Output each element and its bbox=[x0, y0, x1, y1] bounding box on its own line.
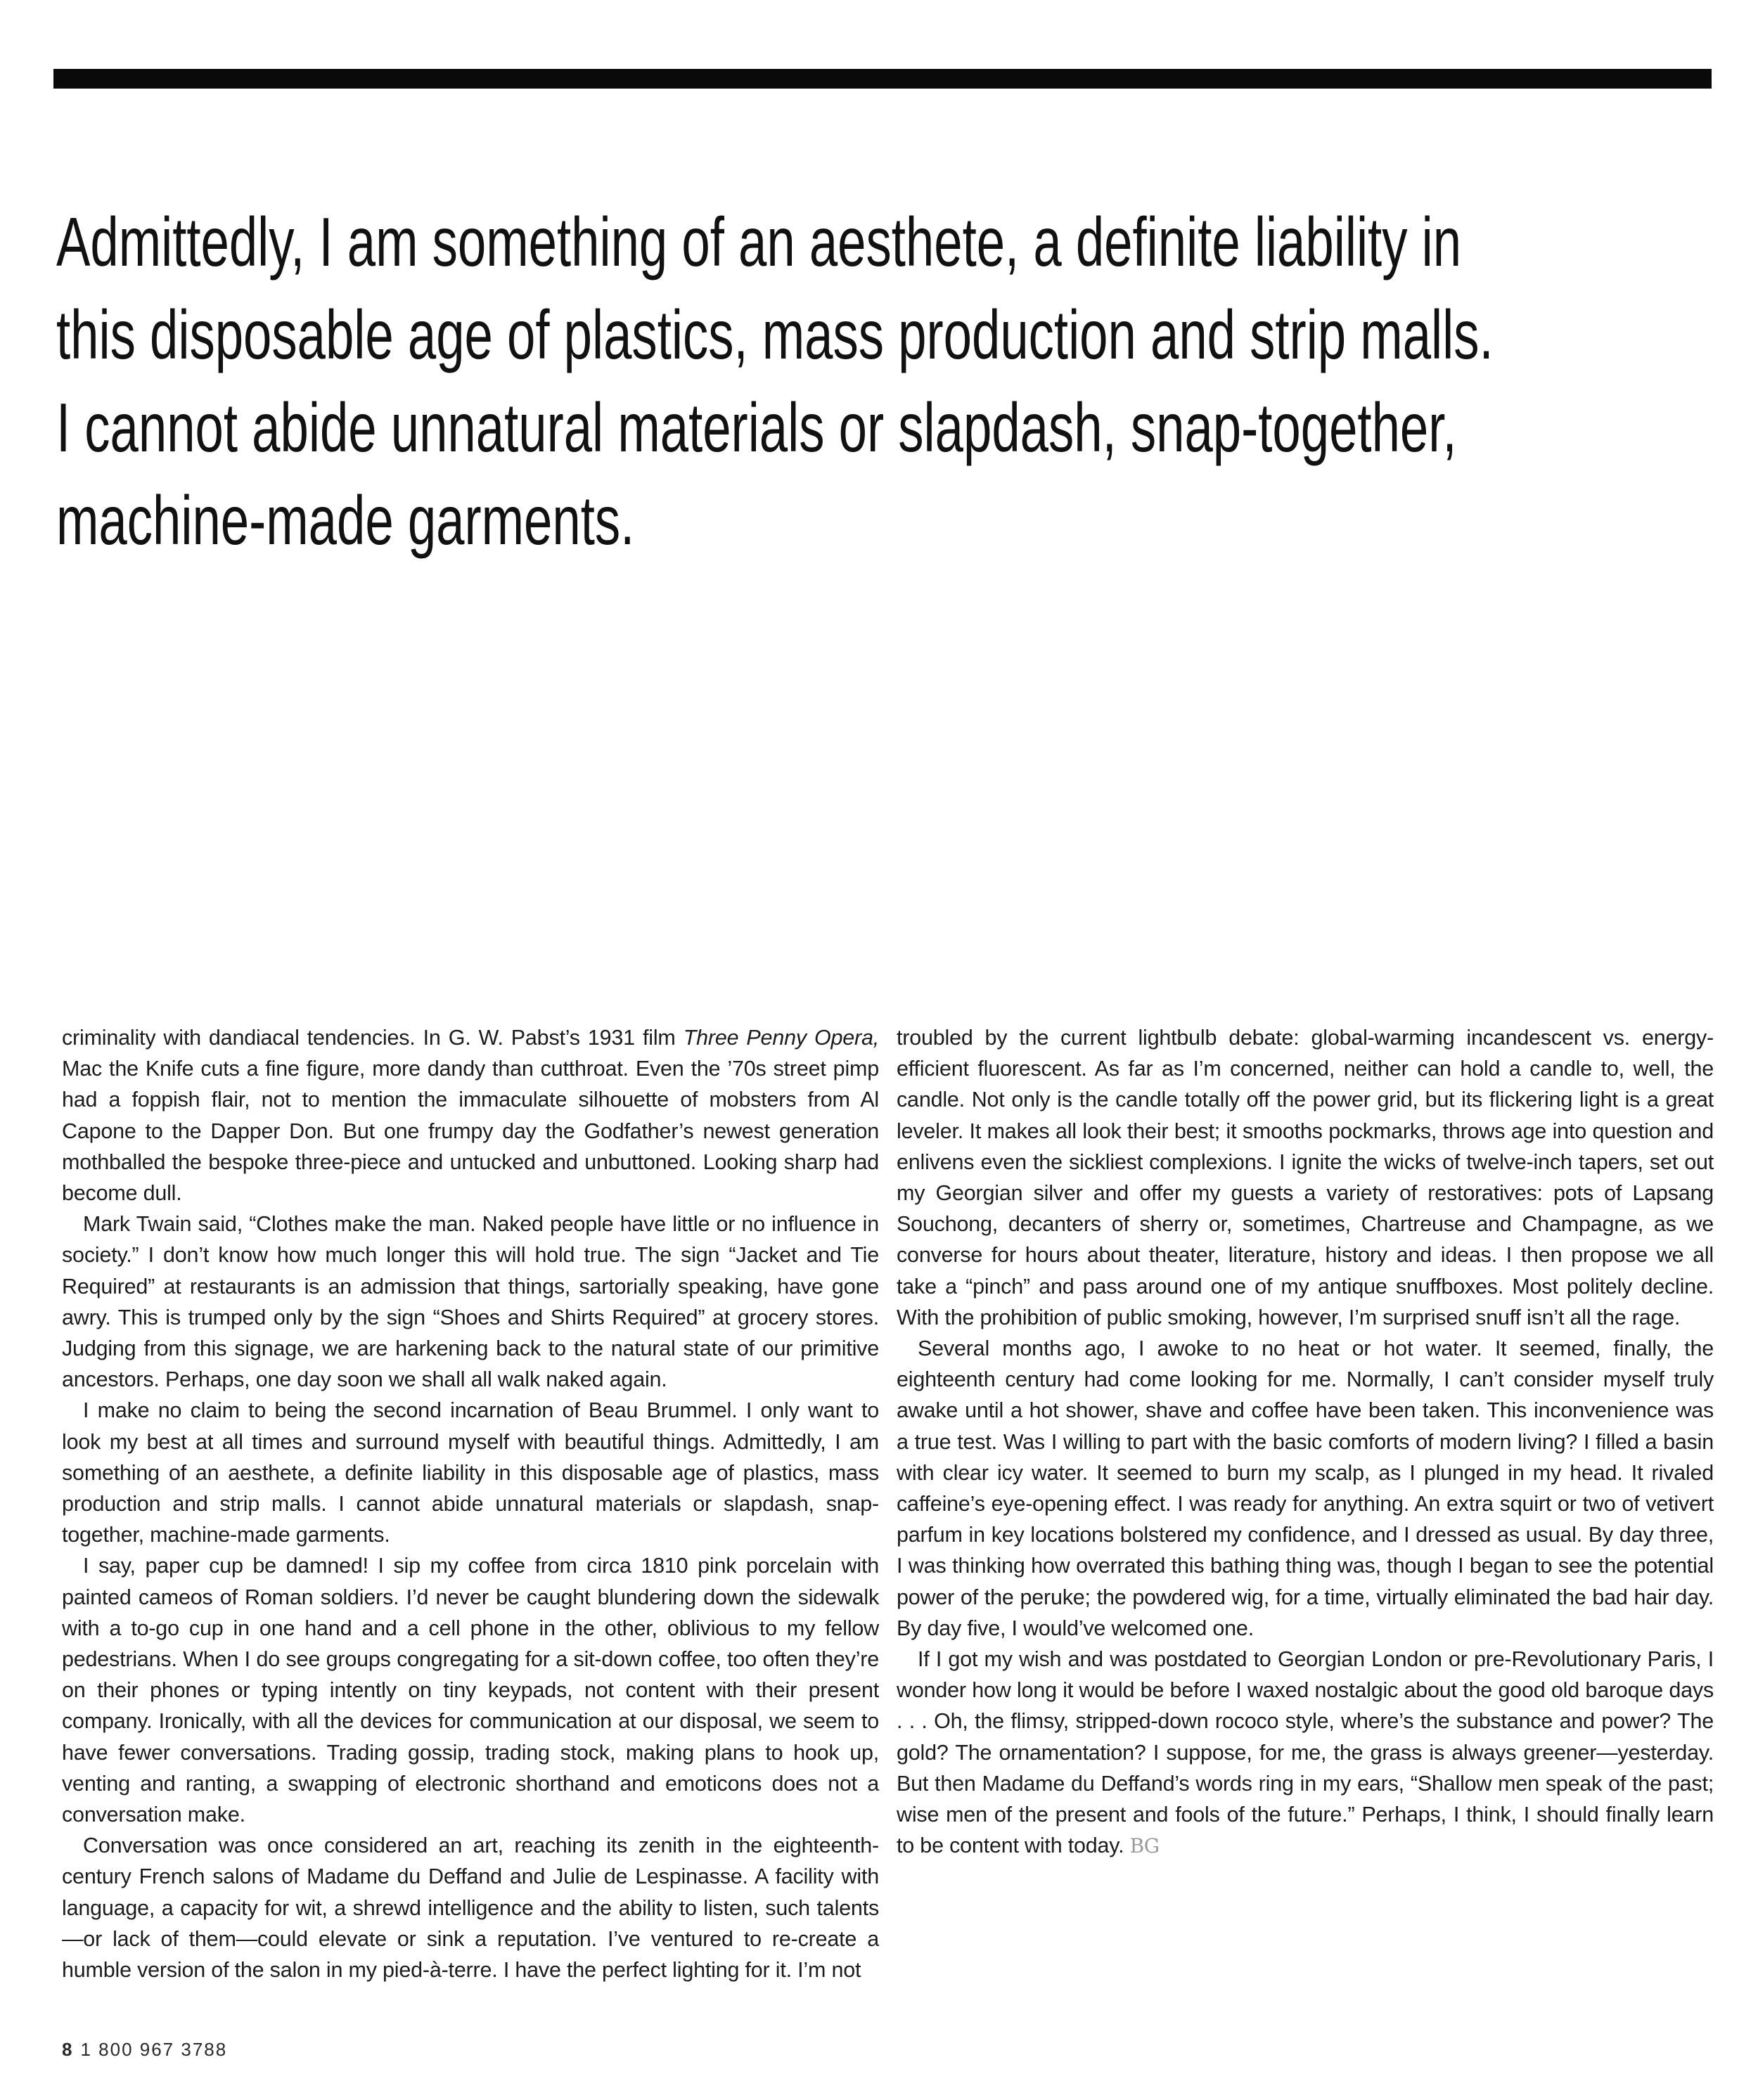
body-paragraph: Mark Twain said, “Clothes make the man. Naked people have little or no influence in society.” I don’t know how much longer this will hold true. The sign “Jacket and Tie Required” at restaurants is an admission that things, sartorially speaking, have gone awry. This is trumped only by the sign “Shoes and Shirts Required” at grocery stores. Judging from this signage, we are harkening back to the natural state of our primitive ancestors. Perhaps, one day soon we shall all walk naked again. bbox=[62, 1212, 879, 1392]
body-paragraph: Conversation was once considered an art, reaching its zenith in the eighteenth-century French salons of Madame du Deffand and Julie de Lespinasse. A facility with language, a capacity for wit, a shrewd intelligence and the ability to listen, such talents—or lack of them—could elevate or sink a reputation. I’ve ventured to re-create a humble version of the salon in my pied-à-terre. I have the perfect lighting for it. I’m not bbox=[62, 1834, 879, 1983]
phone-number: 1 800 967 3788 bbox=[80, 2039, 228, 2060]
body-paragraph: Several months ago, I awoke to no heat or hot water. It seemed, finally, the eighteenth century had come looking for me. Normally, I can’t consider myself truly awake until a hot shower, shave and coffee have been taken. This inconvenience was a true test. Was I willing to part with the basic comforts of modern living? I filled a basin with clear icy water. It seemed to burn my scalp, as I plunged in my head. It rivaled caffeine’s eye-opening effect. I was ready for anything. An extra squirt or two of vetivert parfum in key locations bolstered my confidence, and I dressed as usual. By day three, I was thinking how overrated this bathing thing was, though I began to see the potential power of the peruke; the powdered wig, for a time, virtually eliminated the bad hair day. By day five, I would’ve welcomed one. bbox=[897, 1336, 1714, 1640]
page-number: 8 bbox=[62, 2039, 74, 2060]
top-rule bbox=[53, 69, 1712, 89]
body-paragraph: I say, paper cup be damned! I sip my coffee from circa 1810 pink porcelain with painted cameos of Roman soldiers. I’d never be caught blundering down the sidewalk with a to-go cup in one hand and a cell phone in the other, oblivious to my fellow pedestrians. When I do see groups congregating for a sit-down coffee, too often they’re on their phones or typing intently on tiny keypads, not content with their present company. Ironically, with all the devices for communication at our disposal, we seem to have fewer conversations. Trading gossip, trading stock, making plans to hook up, venting and ranting, a swapping of electronic shorthand and emoticons does not a conversation make. bbox=[62, 1554, 879, 1827]
right-text-column bbox=[897, 1022, 1714, 1862]
text-run: Mac the Knife cuts a fine figure, more dandy than cutthroat. Even the ’70s street pimp had a foppish flair, not to mention the immaculate silhouette of mobsters from Al Capone to the Dapper Don. But one frumpy day the Godfather’s newest generation mothballed the bespoke three-piece and untucked and unbuttoned. Looking sharp had become dull. bbox=[62, 1057, 879, 1206]
pull-quote-line: machine-made garments. bbox=[56, 482, 635, 559]
film-title: Three Penny Opera, bbox=[683, 1026, 879, 1050]
text-run: If I got my wish and was postdated to Georgian London or pre-Revolutionary Paris, I wonder how long it would be before I waxed nostalgic about the good old baroque days . . . Oh, the flimsy, stripped-down rococo style, where’s the substance and power? The gold? The ornamentation? I suppose, for me, the grass is always greener—yesterday. But then Madame du Deffand’s words ring in my ears, “Shallow men speak of the past; wise men of the present and fools of the future.” Perhaps, I think, I should finally learn to be content with today. bbox=[897, 1647, 1714, 1858]
left-text-column bbox=[62, 1022, 879, 1985]
body-paragraph bbox=[897, 1644, 1714, 1862]
end-mark: BG bbox=[1129, 1834, 1160, 1858]
pull-quote-line: Admittedly, I am something of an aesthete, a definite liability in bbox=[56, 203, 1462, 281]
pull-quote bbox=[56, 195, 1674, 567]
body-paragraph: troubled by the current lightbulb debate: global-warming incandescent vs. energy-efficient fluorescent. As far as I’m concerned, neither can hold a candle to, well, the candle. Not only is the candle totally off the power grid, but its flickering light is a great leveler. It makes all look their best; it smooths pockmarks, throws age into question and enlivens even the sickliest complexions. I ignite the wicks of twelve-inch tapers, set out my Georgian silver and offer my guests a variety of restoratives: pots of Lapsang Souchong, decanters of sherry or, sometimes, Chartreuse and Champagne, as we converse for hours about theater, literature, history and ideas. I then propose we all take a “pinch” and pass around one of my antique snuffboxes. Most politely decline. With the prohibition of public smoking, however, I’m surprised snuff isn’t all the rage. bbox=[897, 1026, 1714, 1329]
body-paragraph bbox=[62, 1022, 879, 1209]
text-run: criminality with dandiacal tendencies. In G. W. Pabst’s 1931 film bbox=[62, 1026, 684, 1050]
body-paragraph: I make no claim to being the second incarnation of Beau Brummel. I only want to look my best at all times and surround myself with beautiful things. Admittedly, I am something of an aesthete, a definite liability in this disposable age of plastics, mass production and strip malls. I cannot abide unnatural materials or slapdash, snap-together, machine-made garments. bbox=[62, 1398, 879, 1547]
page-footer bbox=[62, 2039, 227, 2061]
pull-quote-line: this disposable age of plastics, mass production and strip malls. bbox=[56, 296, 1494, 373]
pull-quote-line: I cannot abide unnatural materials or slapdash, snap-together, bbox=[56, 389, 1457, 466]
